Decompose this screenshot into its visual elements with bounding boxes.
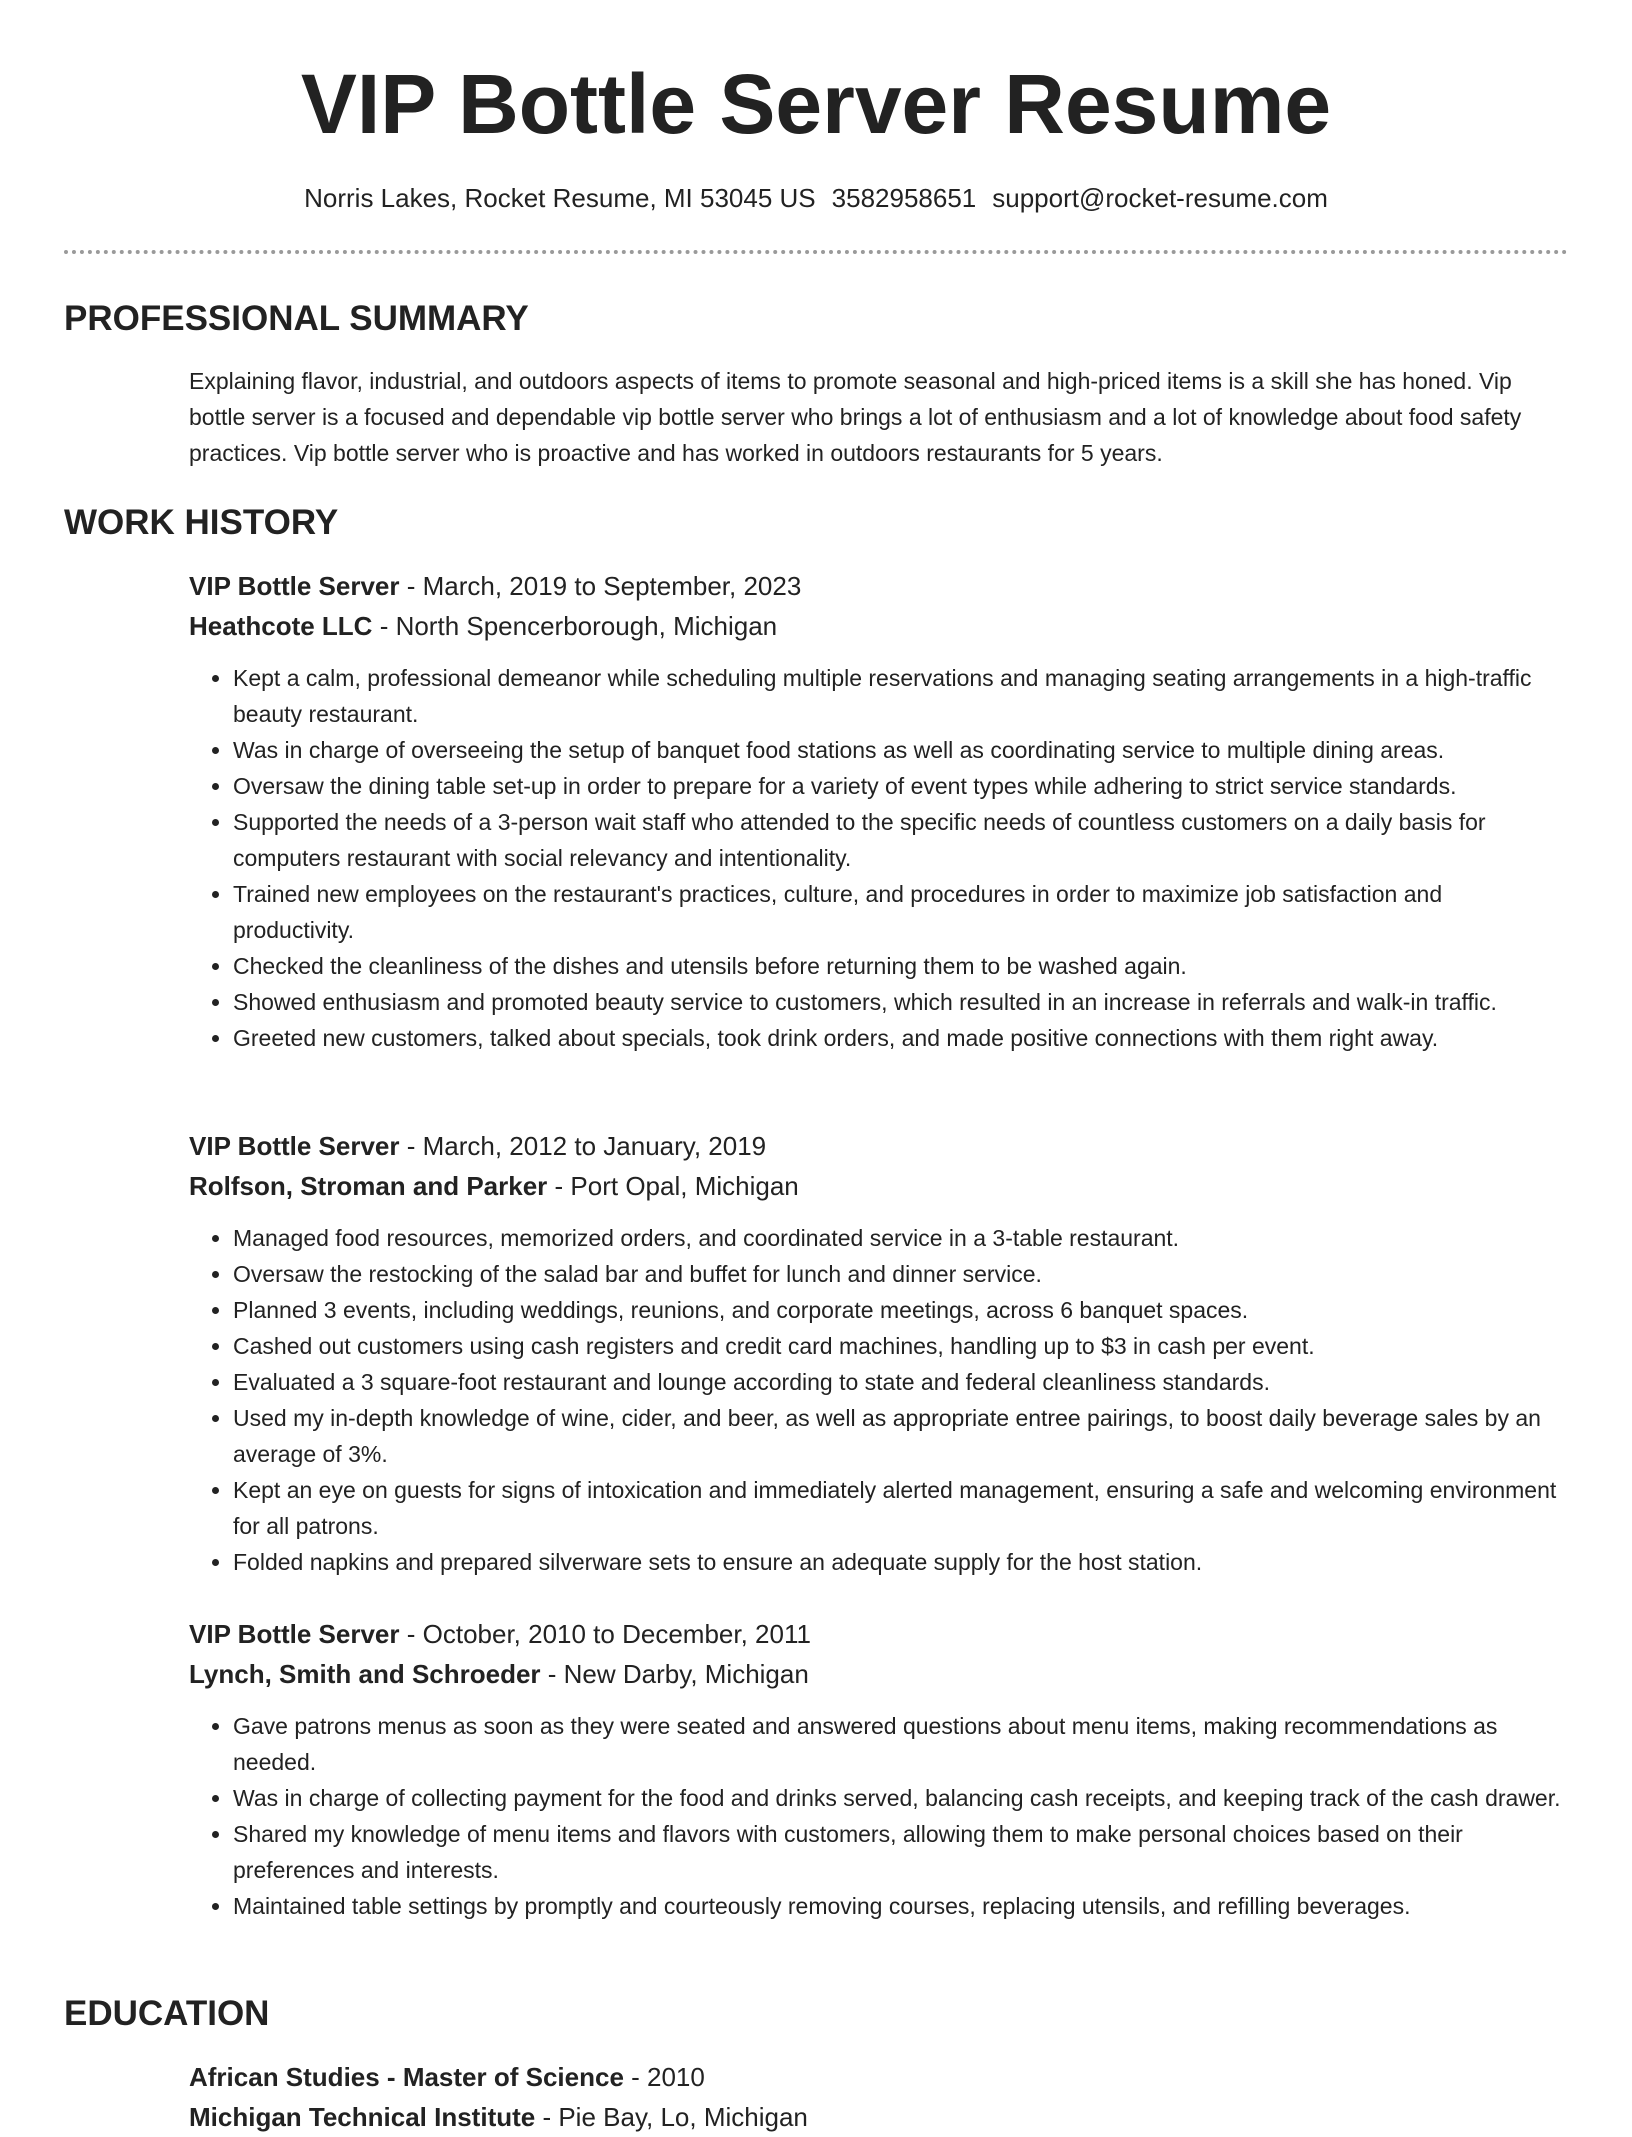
job-company: Rolfson, Stroman and Parker bbox=[189, 1171, 548, 1201]
section-title-summary: PROFESSIONAL SUMMARY bbox=[64, 299, 529, 338]
list-item: • Showed enthusiasm and promoted beauty service to customers, which resulted in an increase in referrals and walk-in traffic. bbox=[233, 984, 1569, 1020]
job-company-line bbox=[189, 1166, 1569, 1206]
job-role: VIP Bottle Server bbox=[189, 1619, 400, 1649]
list-item: • Kept a calm, professional demeanor while scheduling multiple reservations and managing seating arrangements in a high-traffic beauty restaurant. bbox=[233, 660, 1569, 732]
education-school: Michigan Technical Institute bbox=[189, 2102, 536, 2132]
education-year: - 2010 bbox=[623, 2062, 705, 2092]
list-item: • Greeted new customers, talked about specials, took drink orders, and made positive connections with them right away. bbox=[233, 1020, 1569, 1056]
list-item: • Evaluated a 3 square-foot restaurant and lounge according to state and federal cleanliness standards. bbox=[233, 1364, 1569, 1400]
list-item: • Oversaw the restocking of the salad bar and buffet for lunch and dinner service. bbox=[233, 1256, 1569, 1292]
contact-address: Norris Lakes, Rocket Resume, MI 53045 US bbox=[304, 183, 816, 213]
job-bullets bbox=[189, 1220, 1569, 1580]
list-item: • Folded napkins and prepared silverware sets to ensure an adequate supply for the host station. bbox=[233, 1544, 1569, 1580]
list-item: • Planned 3 events, including weddings, reunions, and corporate meetings, across 6 banquet spaces. bbox=[233, 1292, 1569, 1328]
job-dates: - March, 2012 to January, 2019 bbox=[399, 1131, 767, 1161]
resume-title: VIP Bottle Server Resume bbox=[300, 57, 1332, 151]
job-bullets bbox=[189, 660, 1569, 1056]
list-item: • Gave patrons menus as soon as they were seated and answered questions about menu items, making recommendations as needed. bbox=[233, 1708, 1569, 1780]
job-location: - North Spencerborough, Michigan bbox=[372, 611, 778, 641]
list-item: • Was in charge of overseeing the setup of banquet food stations as well as coordinating service to multiple dining areas. bbox=[233, 732, 1569, 768]
education-location: - Pie Bay, Lo, Michigan bbox=[535, 2102, 808, 2132]
education-degree-line bbox=[189, 2057, 1569, 2097]
job-company: Lynch, Smith and Schroeder bbox=[189, 1659, 541, 1689]
list-item: • Managed food resources, memorized orders, and coordinated service in a 3-table restaurant. bbox=[233, 1220, 1569, 1256]
contact-email: support@rocket-resume.com bbox=[992, 183, 1328, 213]
list-item: • Oversaw the dining table set-up in order to prepare for a variety of event types while adhering to strict service standards. bbox=[233, 768, 1569, 804]
list-item: • Shared my knowledge of menu items and flavors with customers, allowing them to make personal choices based on their preferences and interests. bbox=[233, 1816, 1569, 1888]
list-item: • Trained new employees on the restaurant's practices, culture, and procedures in order to maximize job satisfaction and productivity. bbox=[233, 876, 1569, 948]
job-bullets bbox=[189, 1708, 1569, 1924]
list-item: • Used my in-depth knowledge of wine, cider, and beer, as well as appropriate entree pairings, to boost daily beverage sales by an average of 3%. bbox=[233, 1400, 1569, 1472]
summary-block bbox=[189, 363, 1569, 471]
job-location: - Port Opal, Michigan bbox=[547, 1171, 799, 1201]
job-role: VIP Bottle Server bbox=[189, 1131, 400, 1161]
summary-text: Explaining flavor, industrial, and outdoors aspects of items to promote seasonal and high-priced items is a skill she has honed. Vip bottle server is a focused and dependable vip bottle server who brings a lot of enthusiasm and a lot of knowledge about food safety practices. Vip bottle server who is proactive and has worked in outdoors restaurants for 5 years. bbox=[189, 368, 1522, 466]
section-title-education: EDUCATION bbox=[64, 1994, 270, 2033]
job-title-line bbox=[189, 566, 1569, 606]
job-dates: - October, 2010 to December, 2011 bbox=[399, 1619, 811, 1649]
contact-phone: 3582958651 bbox=[831, 183, 977, 213]
list-item: • Maintained table settings by promptly and courteously removing courses, replacing utensils, and refilling beverages. bbox=[233, 1888, 1569, 1924]
education-entry bbox=[189, 2057, 1569, 2137]
list-item: • Cashed out customers using cash registers and credit card machines, handling up to $3 in cash per event. bbox=[233, 1328, 1569, 1364]
job-title-line bbox=[189, 1614, 1569, 1654]
job-company-line bbox=[189, 1654, 1569, 1694]
list-item: • Was in charge of collecting payment for the food and drinks served, balancing cash receipts, and keeping track of the cash drawer. bbox=[233, 1780, 1569, 1816]
job-dates: - March, 2019 to September, 2023 bbox=[399, 571, 802, 601]
job-location: - New Darby, Michigan bbox=[540, 1659, 809, 1689]
job-entry bbox=[189, 1614, 1569, 1924]
list-item: • Checked the cleanliness of the dishes and utensils before returning them to be washed again. bbox=[233, 948, 1569, 984]
header-divider bbox=[64, 250, 1568, 254]
education-degree: African Studies - Master of Science bbox=[189, 2062, 624, 2092]
job-entry bbox=[189, 566, 1569, 1056]
job-company-line bbox=[189, 606, 1569, 646]
section-title-work-history: WORK HISTORY bbox=[64, 503, 339, 542]
job-role: VIP Bottle Server bbox=[189, 571, 400, 601]
job-title-line bbox=[189, 1126, 1569, 1166]
education-school-line bbox=[189, 2097, 1569, 2137]
job-company: Heathcote LLC bbox=[189, 611, 373, 641]
list-item: • Kept an eye on guests for signs of intoxication and immediately alerted management, ensuring a safe and welcoming environment for all patrons. bbox=[233, 1472, 1569, 1544]
list-item: • Supported the needs of a 3-person wait staff who attended to the specific needs of countless customers on a daily basis for computers restaurant with social relevancy and intentionality. bbox=[233, 804, 1569, 876]
job-entry bbox=[189, 1126, 1569, 1580]
contact-line bbox=[0, 181, 1632, 215]
